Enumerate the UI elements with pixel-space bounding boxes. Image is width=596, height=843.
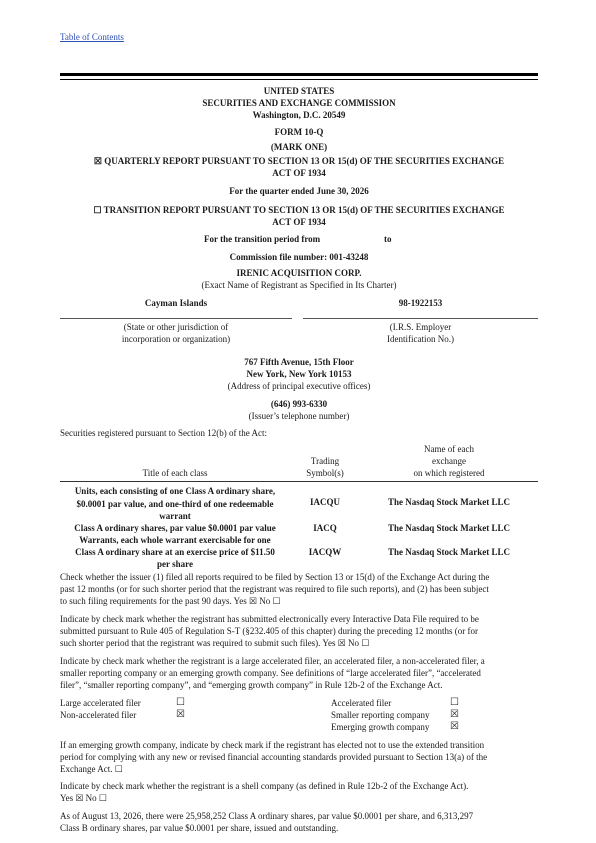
registrant-name-note: (Exact Name of Registrant as Specified in Its Charter)	[201, 280, 397, 290]
securities-table	[60, 443, 538, 570]
quarter-ended: For the quarter ended June 30, 2026	[229, 186, 369, 196]
non-accelerated-filer-checkbox[interactable]: ☒	[176, 709, 185, 720]
jurisdiction-label-2: incorporation or organization)	[121, 334, 231, 344]
shares-outstanding-paragraph: As of August 13, 2026, there were 25,958,252 Class A ordinary shares, par value $0.0001 per share, and 6,313,297 Class B ordinary shares, par value $0.0001 per share, issued and outstanding.	[60, 811, 474, 834]
commission-file-number: Commission file number: 001-43248	[229, 252, 369, 262]
trading-symbol: IACQ	[313, 522, 337, 533]
ein-label-2: Identification No.)	[387, 334, 454, 344]
jurisdiction-value: Cayman Islands	[144, 298, 208, 308]
mark-one: (MARK ONE)	[270, 142, 328, 152]
smaller-reporting-company-label: Smaller reporting company	[331, 710, 430, 720]
emerging-growth-paragraph: If an emerging growth company, indicate by check mark if the registrant has elected not to use the extended transition period for complying with any new or revised financial accounting standards provided pursuant to Section 13(a) of the Exchange Act. ☐	[60, 740, 488, 775]
periodic-reports-paragraph: Check whether the issuer (1) filed all reports required to be filed by Section 13 or 15(d) of the Exchange Act during the past 12 months (or for such shorter period that the registrant was required to file such reports), and (2) has been subject to such filing requirements for the past 90 days. Yes ☒ No ☐	[60, 572, 490, 607]
non-accelerated-filer-label: Non-accelerated filer	[60, 710, 137, 720]
emerging-growth-company-label: Emerging growth company	[331, 722, 430, 732]
transition-report-line2: ACT OF 1934	[272, 217, 326, 227]
header-title-of-class: Title of each class	[60, 443, 290, 482]
jurisdiction-label-1: (State or other jurisdiction of	[123, 322, 229, 332]
filer-status-paragraph: Indicate by check mark whether the registrant is a large accelerated filer, an accelerated filer, a non-accelerated filer, a smaller reporting company or an emerging growth company. See definitions of “large accelerated filer”, “accelerated filer”, “smaller reporting company”, and “emerging growth company” in Rule 12b-2 of the Exchange Act.	[60, 656, 485, 691]
header-trading-symbol: Trading Symbol(s)	[290, 443, 360, 482]
exchange-name: The Nasdaq Stock Market LLC	[387, 547, 510, 558]
address-line2: New York, New York 10153	[246, 369, 352, 379]
securities-table-header	[60, 443, 538, 482]
trading-symbol: IACQW	[308, 547, 342, 558]
large-accelerated-filer-label: Large accelerated filer	[60, 698, 141, 708]
table-row	[60, 482, 538, 522]
trading-symbol: IACQU	[309, 497, 340, 508]
header-united-states: UNITED STATES	[263, 86, 335, 96]
quarterly-report-line2: ACT OF 1934	[272, 168, 326, 178]
top-rule-thin	[60, 79, 538, 80]
header-sec: SECURITIES AND EXCHANGE COMMISSION	[202, 98, 396, 108]
emerging-growth-company-checkbox[interactable]: ☒	[450, 721, 459, 732]
registrant-name: IRENIC ACQUISITION CORP.	[236, 268, 362, 278]
address-line1: 767 Fifth Avenue, 15th Floor	[244, 357, 354, 367]
ein-label-1: (I.R.S. Employer	[389, 322, 452, 332]
ein-underline	[303, 318, 538, 319]
smaller-reporting-company-checkbox[interactable]: ☒	[450, 709, 459, 720]
class-title: Class A ordinary shares, par value $0.0001 par value	[74, 522, 276, 533]
table-row	[60, 534, 538, 570]
accelerated-filer-checkbox[interactable]: ☐	[450, 697, 459, 708]
header-exchange: Name of each exchange on which registered	[360, 443, 538, 482]
class-title: Units, each consisting of one Class A ordinary share, $0.0001 par value, and one-third of one redeemable warrant	[74, 486, 276, 521]
shell-company-paragraph: Indicate by check mark whether the registrant is a shell company (as defined in Rule 12b-2 of the Exchange Act). Yes ☒ No ☐	[60, 781, 469, 804]
phone-number: (646) 993-6330	[270, 399, 328, 409]
class-title: Warrants, each whole warrant exercisable for one Class A ordinary share at an exercise price of $11.50 per share	[75, 534, 275, 570]
transition-period-to: to	[384, 234, 392, 244]
table-of-contents-link[interactable]: Table of Contents	[60, 32, 124, 42]
address-label: (Address of principal executive offices)	[227, 381, 371, 391]
accelerated-filer-label: Accelerated filer	[331, 698, 392, 708]
header-washington: Washington, D.C. 20549	[252, 110, 346, 120]
phone-label: (Issuer’s telephone number)	[248, 411, 350, 421]
transition-report-line1: ☐ TRANSITION REPORT PURSUANT TO SECTION 13 OR 15(d) OF THE SECURITIES EXCHANGE	[93, 205, 505, 215]
exchange-name: The Nasdaq Stock Market LLC	[387, 522, 510, 533]
transition-period-from: For the transition period from	[204, 234, 321, 244]
large-accelerated-filer-checkbox[interactable]: ☐	[176, 697, 185, 708]
form-type: FORM 10-Q	[274, 127, 324, 137]
top-rule-thick	[60, 73, 538, 76]
jurisdiction-underline	[60, 318, 292, 319]
securities-intro: Securities registered pursuant to Section 12(b) of the Act:	[60, 428, 267, 438]
ein-value: 98-1922153	[398, 298, 443, 308]
exchange-name: The Nasdaq Stock Market LLC	[387, 497, 510, 508]
interactive-data-paragraph: Indicate by check mark whether the registrant has submitted electronically every Interactive Data File required to be submitted pursuant to Rule 405 of Regulation S-T (§232.405 of this chapter) during the preceding 12 months (or for such shorter period that the registrant was required to submit such files). Yes ☒ No ☐	[60, 614, 479, 649]
quarterly-report-line1: ☒ QUARTERLY REPORT PURSUANT TO SECTION 13 OR 15(d) OF THE SECURITIES EXCHANGE	[93, 156, 505, 166]
table-row	[60, 522, 538, 534]
